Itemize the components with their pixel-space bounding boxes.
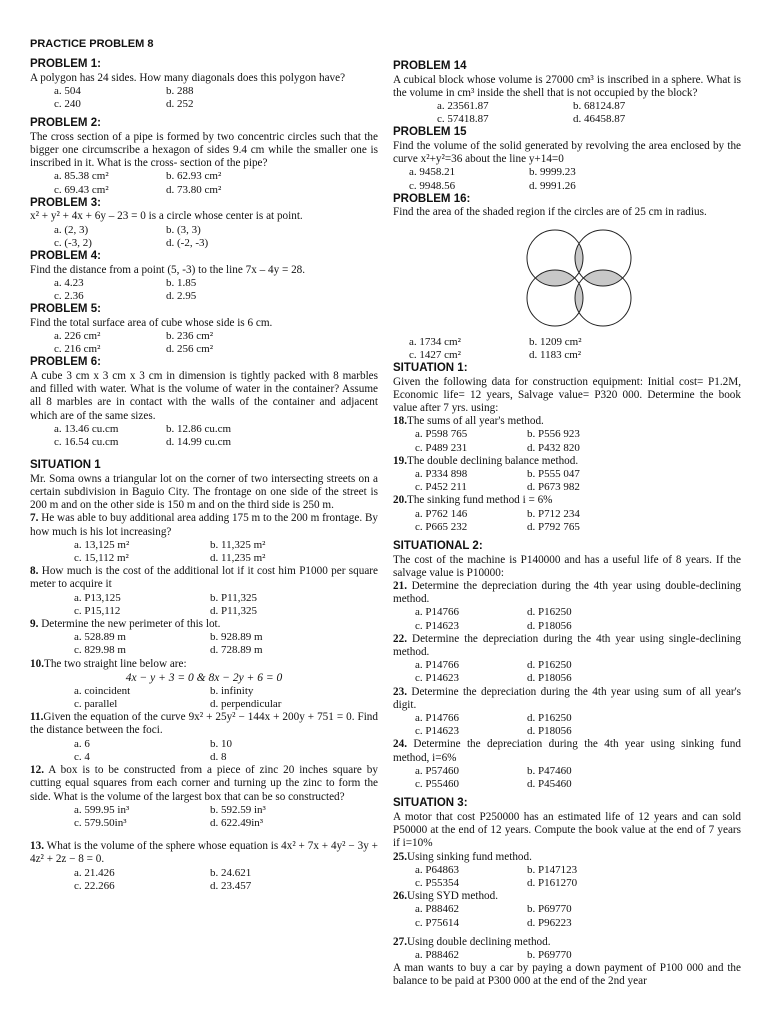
option: a. P14766	[415, 606, 459, 619]
option: b. P69770	[527, 903, 572, 916]
question-21: 21. Determine the depreciation during the 4th year using double-declining method.	[393, 580, 742, 606]
question-27: 27.Using double declining method.	[393, 935, 551, 948]
option: c. 829.98 m	[74, 644, 126, 657]
option: c. 57418.87	[437, 113, 489, 126]
option: d. 73.80 cm²	[166, 183, 222, 196]
option: b. P147123	[527, 863, 578, 876]
question-12: 12. A box is to be constructed from a piece of zinc 20 inches square by cutting equal squares from each corner and turning up the zinc to form the side. What is the volume of the largest box that can be so constructed?	[30, 764, 378, 803]
option: b. P556 923	[527, 428, 580, 441]
option: c. parallel	[74, 698, 118, 711]
problem-15-heading: PROBLEM 15	[393, 126, 467, 139]
problem-2-heading: PROBLEM 2:	[30, 117, 101, 130]
option: d. 622.49in³	[210, 816, 264, 829]
problem-3-heading: PROBLEM 3:	[30, 196, 101, 209]
option: d. 11,235 m²	[210, 552, 266, 565]
option: d. 252	[166, 98, 194, 110]
option: a. 4.23	[54, 276, 84, 289]
problem-6-options	[30, 423, 378, 449]
option: a. 13,125 m²	[74, 538, 130, 551]
situation-2-text: The cost of the machine is P140000 and has a useful life of 8 years. If the salvage value is P10000:	[393, 553, 741, 579]
trailing-problem-text: A man wants to buy a car by paying a down payment of P100 000 and the balance to be paid at P300 000 at the end of the 2nd year	[393, 962, 741, 988]
option: a. P14766	[415, 659, 459, 672]
option: b. 62.93 cm²	[166, 170, 222, 183]
option: b. P69770	[527, 948, 572, 961]
question-11: 11.Given the equation of the curve 9x² + 25y² − 144x + 200y + 751 = 0. Find the distance between the foci.	[30, 711, 378, 737]
option: d. 256 cm²	[166, 343, 213, 356]
question-24-options	[393, 765, 741, 791]
option: d. P18056	[527, 672, 572, 685]
option: d. 46458.87	[573, 113, 626, 126]
option: c. (-3, 2)	[54, 236, 92, 249]
problem-14-text: A cubical block whose volume is 27000 cm³ is inscribed in a sphere. What is the volume in cm³ inside the shell that is not occupied by the block?	[393, 73, 741, 99]
question-19: 19.The double declining balance method.	[393, 454, 579, 467]
option: d. P673 982	[527, 481, 580, 494]
problem-2-text: The cross section of a pipe is formed by two concentric circles such that the bigger one circumscribe a hexagon of sides 9.4 cm while the smaller one is inscribed in it. What is the cross- section of the pipe?	[30, 130, 378, 170]
option: b. P47460	[527, 764, 572, 777]
option: d. P16250	[527, 712, 572, 725]
option: d. 14.99 cu.cm	[166, 436, 232, 449]
option: a. P762 146	[415, 507, 468, 520]
question-7-options	[30, 539, 378, 565]
option: d. perpendicular	[210, 698, 282, 711]
option: c. 15,112 m²	[74, 552, 129, 565]
option: b. P555 047	[527, 468, 580, 481]
option: c. P665 232	[415, 520, 468, 533]
problem-1-heading: PROBLEM 1:	[30, 58, 101, 70]
option: c. 2.36	[54, 290, 84, 303]
option: d. P45460	[527, 778, 572, 791]
option: a. 226 cm²	[54, 330, 101, 343]
option: a. 23561.87	[437, 100, 489, 112]
question-18-options	[393, 428, 741, 454]
question-18: 18.The sums of all year's method.	[393, 415, 544, 428]
situation-1-text: Mr. Soma owns a triangular lot on the corner of two intersecting streets on a certain subdivision in Baguio City. The frontage on one side of the street is 200 m and on the other side is 150 m and on the third side is 250 m.	[30, 472, 378, 512]
option: a. 528.89 m	[74, 631, 126, 644]
problem-1-options	[30, 85, 378, 111]
option: b. 1209 cm²	[529, 335, 582, 348]
option: b. 236 cm²	[166, 330, 213, 343]
option: c. P75614	[415, 916, 459, 929]
option: c. P55354	[415, 876, 459, 889]
problem-4-heading: PROBLEM 4:	[30, 250, 101, 263]
option: b. 68124.87	[573, 100, 626, 112]
problem-5-heading: PROBLEM 5:	[30, 303, 101, 316]
option: d. P432 820	[527, 441, 580, 454]
right-column	[393, 60, 741, 989]
option: a. P88462	[415, 948, 459, 961]
option: a. 1734 cm²	[409, 335, 461, 348]
option: c. 240	[54, 98, 81, 110]
document-title: PRACTICE PROBLEM 8	[30, 38, 154, 50]
option: b. 10	[210, 737, 232, 750]
situation-3-text: A motor that cost P250000 has an estimated life of 12 years and can sold P50000 at the end of 12 years. Compute the book value at the end of 7 years if i=10%	[393, 810, 741, 850]
option: a. coincident	[74, 684, 131, 697]
question-22-options	[393, 659, 741, 685]
question-8: 8. How much is the cost of the additional lot if it cost him P1000 per square meter to acquire it	[30, 565, 378, 591]
option: b. 928.89 m	[210, 631, 263, 644]
option: b. 9999.23	[529, 166, 576, 179]
option: c. 22.266	[74, 879, 115, 892]
option: d. 1183 cm²	[529, 348, 582, 361]
problem-16-options	[393, 336, 741, 362]
problem-6-heading: PROBLEM 6:	[30, 356, 101, 369]
option: a. P88462	[415, 903, 459, 916]
question-19-options	[393, 468, 741, 494]
option: d. P18056	[527, 619, 572, 632]
left-column	[30, 38, 378, 893]
question-25-options	[393, 864, 741, 890]
option: d. P792 765	[527, 520, 580, 533]
option: c. 9948.56	[409, 179, 456, 192]
question-26: 26.Using SYD method.	[393, 890, 499, 903]
question-27-options	[393, 949, 741, 962]
problem-4-options	[30, 277, 378, 303]
option: b. infinity	[210, 684, 254, 697]
question-24: 24. Determine the depreciation during the 4th year using sinking fund method, i=6%	[393, 738, 741, 764]
question-10-equation: 4x − y + 3 = 0 & 8x − 2y + 6 = 0	[125, 671, 283, 684]
question-26-options	[393, 903, 741, 929]
situation-2-heading: SITUATIONAL 2:	[393, 540, 483, 553]
option: c. 579.50in³	[74, 816, 127, 829]
question-23-options	[393, 712, 741, 738]
option: b. P712 234	[527, 507, 580, 520]
option: a. P64863	[415, 863, 459, 876]
problem-15-text: Find the volume of the solid generated by revolving the area enclosed by the curve x²+y²=36 about the line y+14=0	[393, 140, 741, 166]
question-9-options	[30, 631, 378, 657]
problem-14-heading: PROBLEM 14	[393, 60, 467, 72]
question-10: 10.The two straight line below are:	[30, 657, 187, 670]
problem-3-text: x² + y² + 4x + 6y – 23 = 0 is a circle whose center is at point.	[30, 210, 303, 223]
option: c. 216 cm²	[54, 343, 101, 356]
question-8-options	[30, 592, 378, 618]
question-23: 23. Determine the depreciation during the 4th year using sum of all year's digit.	[393, 685, 742, 711]
option: d. 2.95	[166, 290, 197, 303]
question-20: 20.The sinking fund method i = 6%	[393, 494, 553, 507]
option: a. (2, 3)	[54, 223, 89, 236]
question-21-options	[393, 606, 741, 632]
problem-1-text: A polygon has 24 sides. How many diagonals does this polygon have?	[30, 71, 346, 84]
option: c. P489 231	[415, 441, 468, 454]
option: b. 288	[166, 84, 194, 97]
option: c. P14623	[415, 725, 459, 738]
option: b. 11,325 m²	[210, 538, 266, 551]
option: b. (3, 3)	[166, 223, 201, 236]
problem-16-text: Find the area of the shaded region if the circles are of 25 cm in radius.	[393, 206, 707, 219]
option: d. P96223	[527, 916, 572, 929]
option: a. 599.95 in³	[74, 803, 130, 816]
option: a. P334 898	[415, 468, 468, 481]
overlapping-circles-figure	[521, 226, 637, 330]
question-12-options	[30, 804, 378, 830]
situation-1-heading: SITUATION 1	[30, 459, 101, 472]
question-9: 9. Determine the new perimeter of this lot.	[30, 618, 221, 631]
option: d. (-2, -3)	[166, 236, 209, 249]
option: c. P14623	[415, 672, 459, 685]
option: b. 592.59 in³	[210, 803, 266, 816]
option: a. 21.426	[74, 866, 115, 879]
option: d. 8	[210, 750, 227, 763]
option: a. 9458.21	[409, 166, 456, 179]
question-7: 7. He was able to buy additional area adding 175 m to the 200 m frontage. By how much is his lot increasing?	[30, 512, 379, 538]
question-11-options	[30, 738, 378, 764]
problem-5-text: Find the total surface area of cube whose side is 6 cm.	[30, 316, 273, 329]
option: a. 504	[54, 84, 81, 97]
option: d. P161270	[527, 876, 578, 889]
option: c. P15,112	[74, 604, 121, 617]
question-10-options	[30, 685, 378, 711]
problem-5-options	[30, 330, 378, 356]
option: a. P57460	[415, 764, 459, 777]
option: c. 4	[74, 750, 90, 763]
option: d. 9991.26	[529, 179, 576, 192]
question-25: 25.Using sinking fund method.	[393, 850, 532, 863]
option: c. 1427 cm²	[409, 348, 461, 361]
option: a. 13.46 cu.cm	[54, 422, 119, 435]
option: d. P11,325	[210, 604, 257, 617]
option: d. 728.89 m	[210, 644, 263, 657]
problem-4-text: Find the distance from a point (5, -3) to the line 7x – 4y = 28.	[30, 263, 306, 276]
option: a. P13,125	[74, 591, 121, 604]
problem-6-text: A cube 3 cm x 3 cm x 3 cm in dimension is tightly packed with 8 marbles and filled with water. What is the volume of water in the container? Assume all 8 marbles are in contact with the walls of the container and adjacent which are of the same sizes.	[30, 370, 378, 422]
question-13-options	[30, 867, 378, 893]
option: c. P55460	[415, 778, 459, 791]
situation-1-heading-right: SITUATION 1:	[393, 362, 468, 375]
option: b. 1.85	[166, 276, 197, 289]
option: c. P452 211	[415, 481, 467, 494]
option: a. P598 765	[415, 428, 468, 441]
option: b. P11,325	[210, 591, 257, 604]
situation-1-text-right: Given the following data for construction equipment: Initial cost= P1.2M, Economic life= 12 years, Salvage value= P320 000. Determine the book value after 7 yrs. using:	[393, 375, 741, 415]
option: a. 85.38 cm²	[54, 170, 109, 183]
question-20-options	[393, 508, 741, 534]
problem-3-options	[30, 224, 378, 250]
problem-15-options	[393, 166, 741, 192]
problem-14-options	[393, 100, 741, 126]
option: a. P14766	[415, 712, 459, 725]
option: c. 16.54 cu.cm	[54, 436, 119, 449]
situation-3-heading: SITUATION 3:	[393, 797, 468, 810]
problem-16-heading: PROBLEM 16:	[393, 192, 471, 205]
option: c. P14623	[415, 619, 459, 632]
option: d. 23.457	[210, 879, 252, 892]
question-13: 13. What is the volume of the sphere whose equation is 4x² + 7x + 4y² − 3y + 4z² + 2z − 8 = 0.	[30, 840, 378, 866]
option: b. 24.621	[210, 866, 252, 879]
question-22: 22. Determine the depreciation during the 4th year using single-declining method.	[393, 632, 741, 659]
option: b. 12.86 cu.cm	[166, 422, 232, 435]
option: a. 6	[74, 737, 90, 750]
option: d. P16250	[527, 606, 572, 619]
option: d. P18056	[527, 725, 572, 738]
option: c. 69.43 cm²	[54, 183, 109, 196]
option: d. P16250	[527, 659, 572, 672]
problem-2-options	[30, 170, 378, 196]
